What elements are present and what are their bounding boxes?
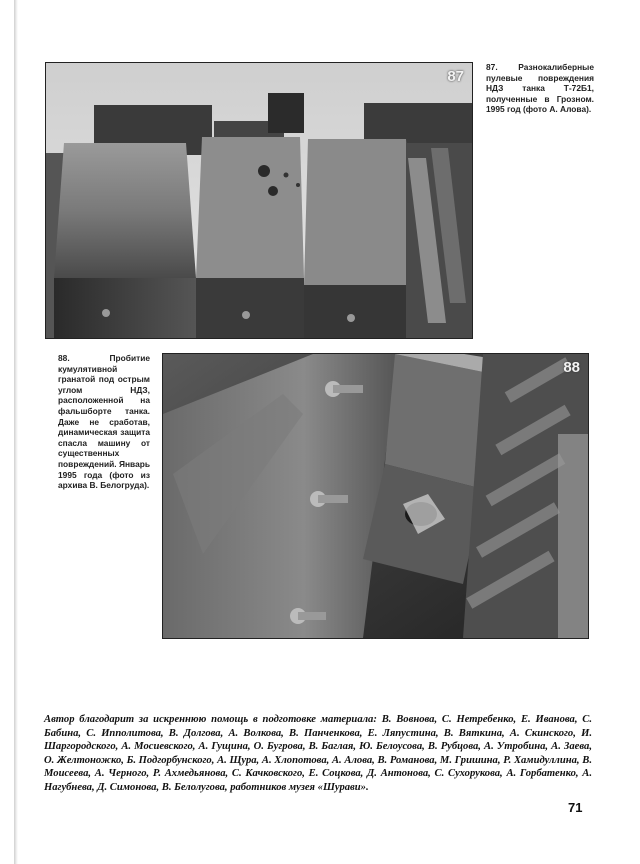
photo-87-caption: 87. Разнокалиберные пулевые повреждения НДЗ танка Т-72Б1, полученные в Грозном. 1995 год (фото А. Алова). xyxy=(486,62,594,115)
photo-88-image xyxy=(163,354,588,638)
photo-88-penetrated-era xyxy=(162,353,589,639)
photo-88-caption: 88. Пробитие кумулятивной гранатой под острым углом НДЗ, расположенной на фальшборте танка. Даже не сработав, динамическая защита спасла машину от существенных повреждений. Январь 1995 года (фото из архива В. Белогруда). xyxy=(58,353,150,491)
photo-87-image xyxy=(46,63,472,338)
acknowledgement-text: Автор благодарит за искреннюю помощь в подготовке материала: В. Вовнова, С. Нетребенко, Е. Иванова, С. Бабина, С. Ипполитова, В. Долгова, А. Волкова, В. Панченкова, Е. Ляпустина, В. Вяткина, А. Скинского, И. Шаргородского, А. Мосиевского, А. Гущина, О. Бугрова, В. Баглая, Ю. Белоусова, В. Рубцова, А. Утробина, А. Заева, О. Желтоножко, Б. Подгорбунского, А. Щура, А. Хлопотова, А. Алова, В. Романова, М. Гришина, Р. Хамидуллина, В. Моисеева, А. Черного, Р. Ахмедьянова, С. Качковского, Е. Соцкова, Д. Антонова, С. Сухорукова, А. Горбатенко, А. Нагубнева, Д. Симонова, В. Белолугова, работников музея «Шурави». xyxy=(44,714,592,793)
page-spine-shadow xyxy=(14,0,18,864)
photo-88-number: 88 xyxy=(563,359,580,376)
photo-87-number: 87 xyxy=(447,68,464,85)
photo-87-era-blocks xyxy=(45,62,473,339)
page-number: 71 xyxy=(568,800,583,815)
